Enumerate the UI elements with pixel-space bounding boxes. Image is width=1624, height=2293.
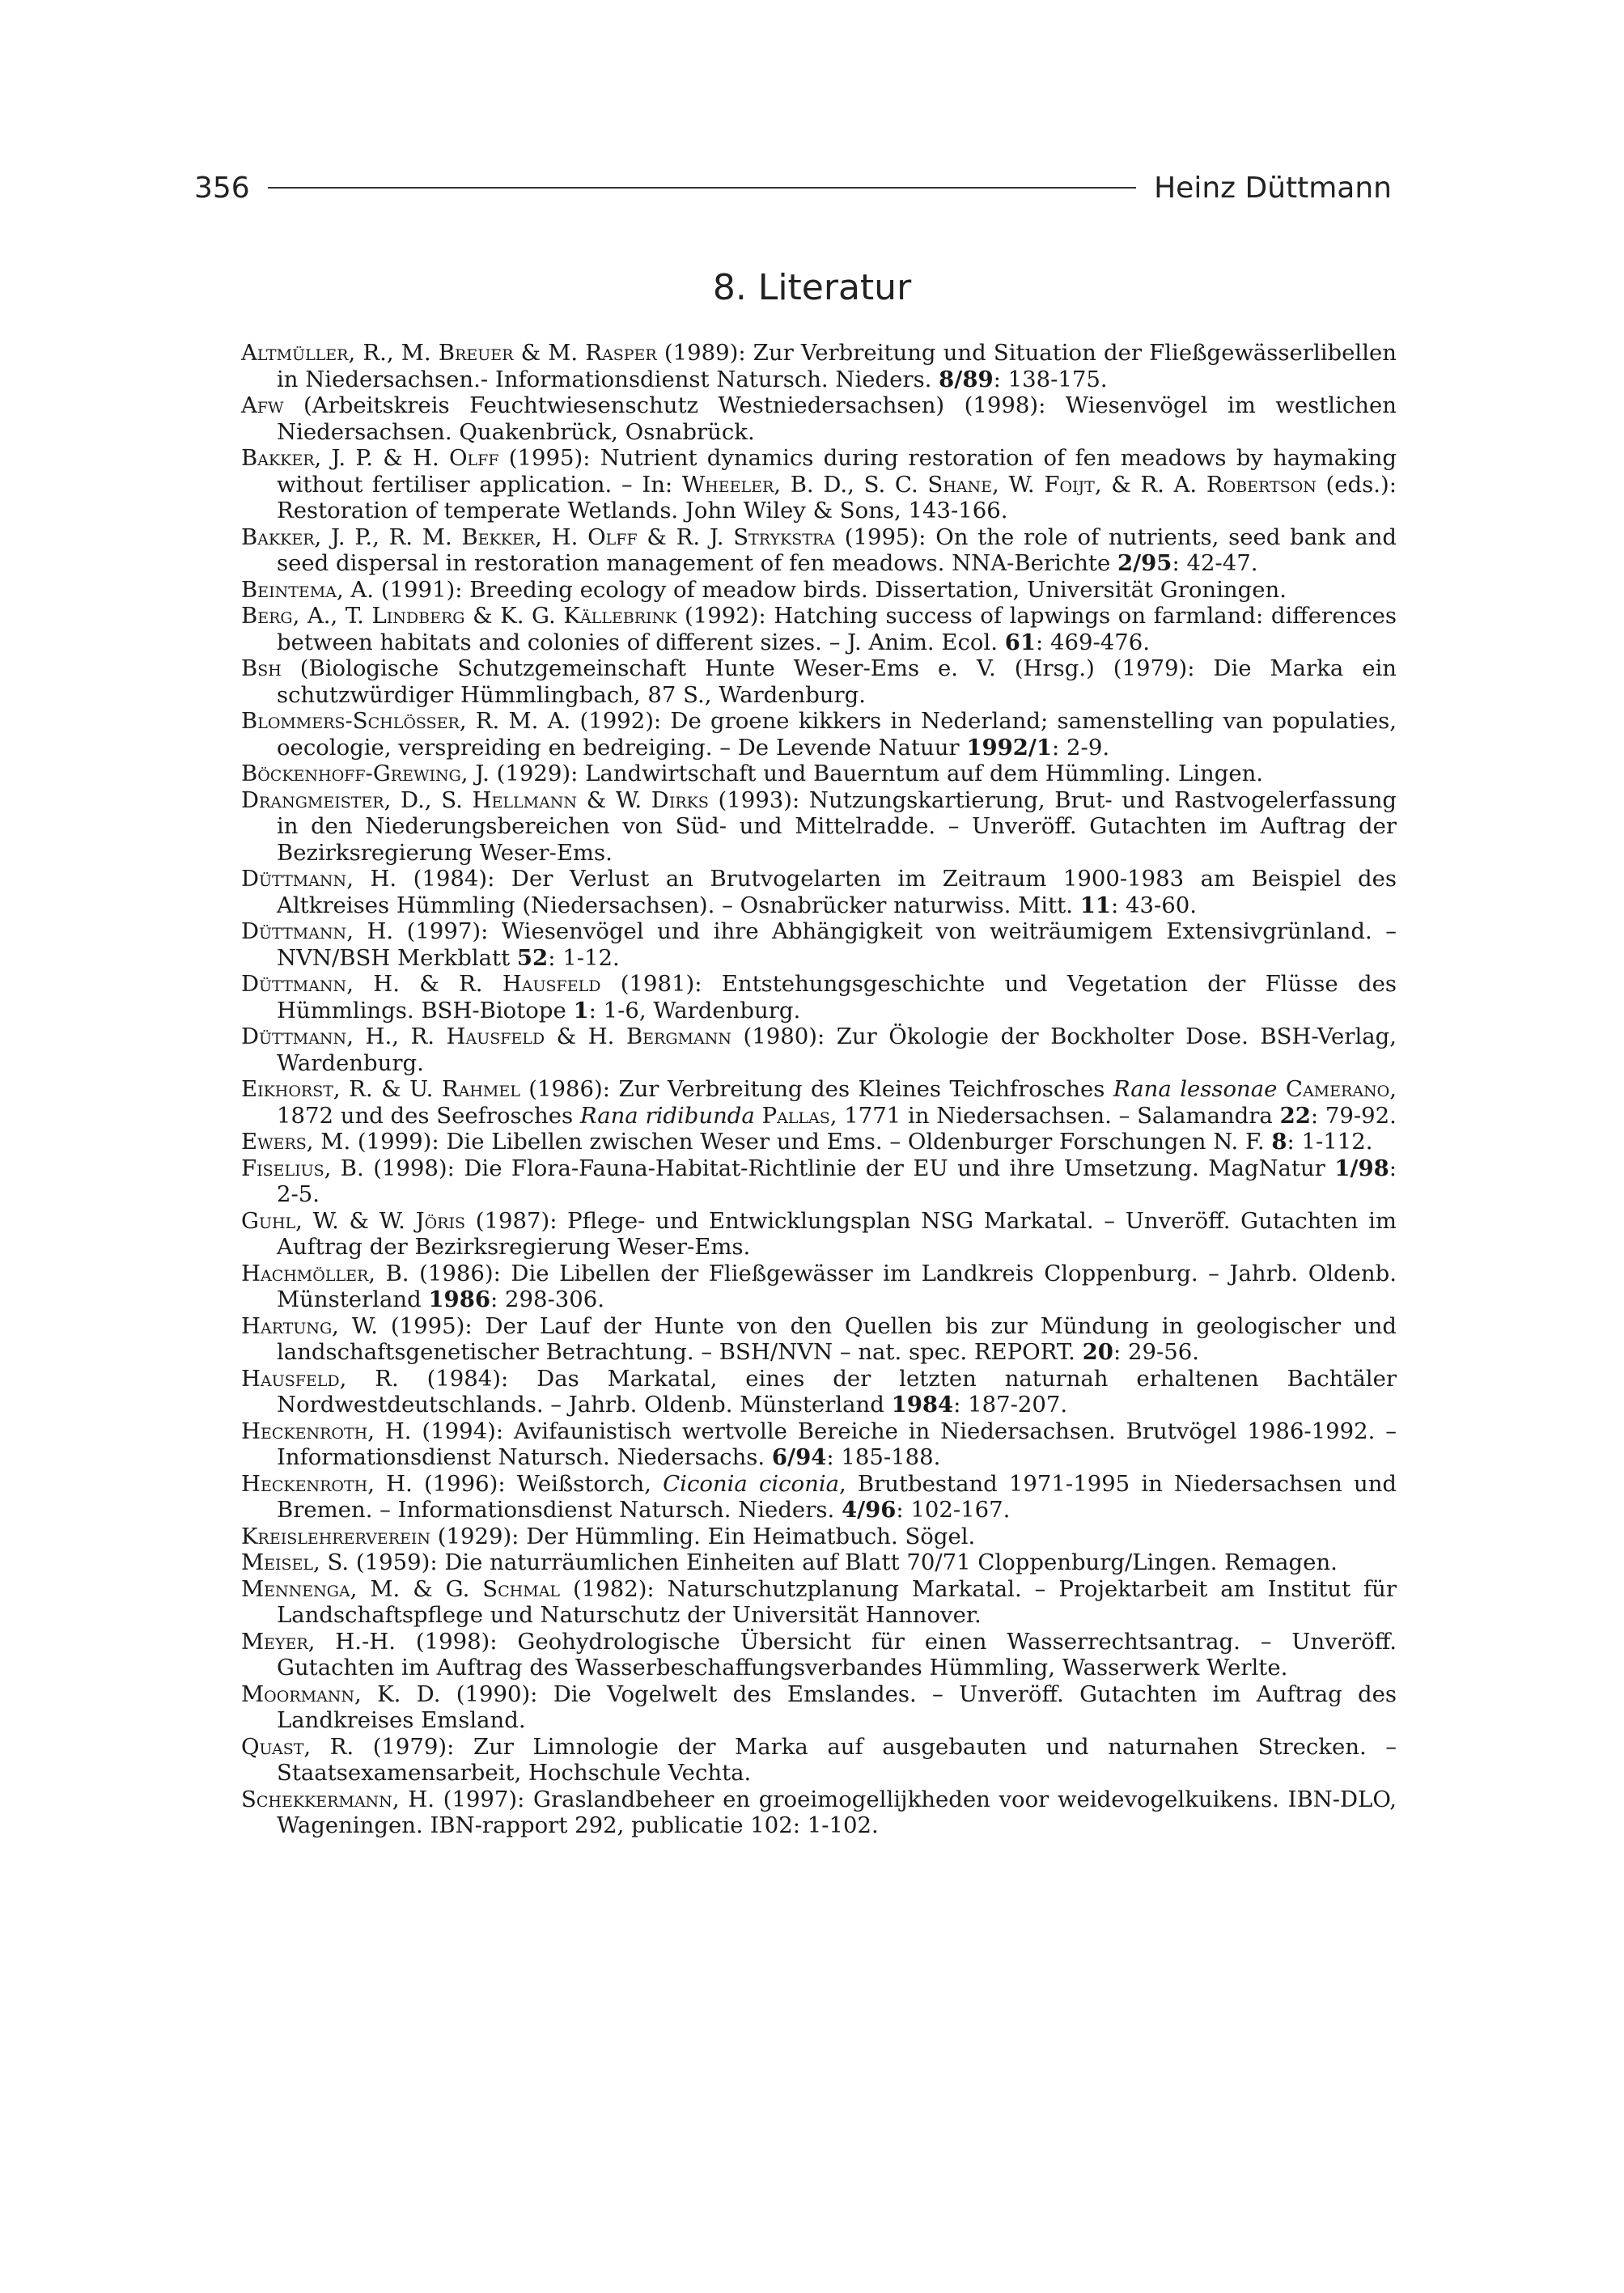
reference-entry: Meyer, H.-H. (1998): Geohydrologische Übersicht für einen Wasserrechtsantrag. – Unveröff. Gutachten im Auftrag des Wasserbeschaffungsverbandes Hümmling, Wasserwerk Werlte. — [241, 1628, 1397, 1681]
running-header — [194, 167, 1392, 208]
reference-entry: Bakker, J. P. & H. Olff (1995): Nutrient dynamics during restoration of fen meadows by haymaking without fertiliser application. – In: Wheeler, B. D., S. C. Shane, W. Foijt, & R. A. Robertson (eds.): Restoration of temperate Wetlands. John Wiley & Sons, 143-166. — [241, 445, 1397, 523]
reference-entry: Eikhorst, R. & U. Rahmel (1986): Zur Verbreitung des Kleines Teichfrosches Rana lessonae Camerano, 1872 und des Seefrosches Rana ridibunda Pallas, 1771 in Niedersachsen. – Salamandra 22: 79-92. — [241, 1076, 1397, 1129]
reference-entry: Mennenga, M. & G. Schmal (1982): Naturschutzplanung Markatal. – Projektarbeit am Institut für Landschaftspflege und Naturschutz der Universität Hannover. — [241, 1575, 1397, 1628]
reference-entry: Altmüller, R., M. Breuer & M. Rasper (1989): Zur Verbreitung und Situation der Fließgewässerlibellen in Niedersachsen.- Informationsdienst Natursch. Nieders. 8/89: 138-175. — [241, 340, 1397, 392]
reference-list — [241, 340, 1397, 1839]
section-title: 8. Literatur — [712, 267, 912, 308]
page-number: 356 — [194, 171, 250, 205]
reference-entry: Meisel, S. (1959): Die naturräumlichen Einheiten auf Blatt 70/71 Cloppenburg/Lingen. Remagen. — [241, 1549, 1338, 1575]
reference-entry: Berg, A., T. Lindberg & K. G. Källebrink (1992): Hatching success of lapwings on farmland: differences between habitats and colonies of different sizes. – J. Anim. Ecol. 61: 469-476. — [241, 603, 1397, 655]
reference-entry: Heckenroth, H. (1996): Weißstorch, Ciconia ciconia, Brutbestand 1971-1995 in Niedersachsen und Bremen. – Informationsdienst Natursch. Nieders. 4/96: 102-167. — [241, 1470, 1397, 1523]
reference-entry: Böckenhoff-Grewing, J. (1929): Landwirtschaft und Bauerntum auf dem Hümmling. Lingen. — [241, 761, 1264, 786]
reference-entry: Schekkermann, H. (1997): Graslandbeheer en groeimogellijkheden voor weidevogelkuikens. IBN-DLO, Wageningen. IBN-rapport 292, publicatie 102: 1-102. — [241, 1786, 1397, 1838]
reference-entry: Afw (Arbeitskreis Feuchtwiesenschutz Westniedersachsen) (1998): Wiesenvögel im westlichen Niedersachsen. Quakenbrück, Osnabrück. — [241, 392, 1397, 445]
reference-entry: Düttmann, H. & R. Hausfeld (1981): Entstehungsgeschichte und Vegetation der Flüsse des Hümmlings. BSH-Biotope 1: 1-6, Wardenburg. — [241, 971, 1397, 1024]
reference-entry: Beintema, A. (1991): Breeding ecology of meadow birds. Dissertation, Universität Groningen. — [241, 576, 1287, 603]
reference-entry: Bsh (Biologische Schutzgemeinschaft Hunte Weser-Ems e. V. (Hrsg.) (1979): Die Marka ein schutzwürdiger Hümmlingbach, 87 S., Wardenburg. — [241, 655, 1397, 708]
reference-entry: Quast, R. (1979): Zur Limnologie der Marka auf ausgebauten und naturnahen Strecken. – Staatsexamensarbeit, Hochschule Vechta. — [241, 1733, 1397, 1786]
reference-entry: Bakker, J. P., R. M. Bekker, H. Olff & R. J. Strykstra (1995): On the role of nutrients, seed bank and seed dispersal in restoration management of fen meadows. NNA-Berichte 2/95: 42-47. — [241, 523, 1397, 576]
header-rule — [268, 187, 1136, 189]
reference-entry: Düttmann, H., R. Hausfeld & H. Bergmann (1980): Zur Ökologie der Bockholter Dose. BSH-Verlag, Wardenburg. — [241, 1024, 1397, 1076]
reference-entry: Hachmöller, B. (1986): Die Libellen der Fließgewässer im Landkreis Cloppenburg. – Jahrb. Oldenb. Münsterland 1986: 298-306. — [241, 1260, 1397, 1312]
reference-entry: Hartung, W. (1995): Der Lauf der Hunte von den Quellen bis zur Mündung in geologischer und landschaftsgenetischer Betrachtung. – BSH/NVN – nat. spec. REPORT. 20: 29-56. — [241, 1312, 1397, 1365]
reference-entry: Düttmann, H. (1997): Wiesenvögel und ihre Abhängigkeit von weiträumigem Extensivgrünland. – NVN/BSH Merkblatt 52: 1-12. — [241, 918, 1397, 971]
reference-entry: Drangmeister, D., S. Hellmann & W. Dirks (1993): Nutzungskartierung, Brut- und Rastvogelerfassung in den Niederungsbereichen von Süd- und Mittelradde. – Unveröff. Gutachten im Auftrag der Bezirksregierung Weser-Ems. — [241, 786, 1397, 866]
reference-entry: Heckenroth, H. (1994): Avifaunistisch wertvolle Bereiche in Niedersachsen. Brutvögel 1986-1992. – Informationsdienst Natursch. Niedersachs. 6/94: 185-188. — [241, 1418, 1397, 1470]
reference-entry: Blommers-Schlösser, R. M. A. (1992): De groene kikkers in Nederland; samenstelling van populaties, oecologie, verspreiding en bedreiging. – De Levende Natuur 1992/1: 2-9. — [241, 708, 1397, 761]
reference-entry: Kreislehrerverein (1929): Der Hümmling. Ein Heimatbuch. Sögel. — [241, 1523, 976, 1549]
reference-entry: Fiselius, B. (1998): Die Flora-Fauna-Habitat-Richtlinie der EU und ihre Umsetzung. MagNatur 1/98: 2-5. — [241, 1155, 1397, 1207]
reference-entry: Guhl, W. & W. Jöris (1987): Pflege- und Entwicklungsplan NSG Markatal. – Unveröff. Gutachten im Auftrag der Bezirksregierung Weser-Ems. — [241, 1207, 1397, 1260]
reference-entry: Düttmann, H. (1984): Der Verlust an Brutvogelarten im Zeitraum 1900-1983 am Beispiel des Altkreises Hümmling (Niedersachsen). – Osnabrücker naturwiss. Mitt. 11: 43-60. — [241, 866, 1397, 918]
reference-entry: Hausfeld, R. (1984): Das Markatal, eines der letzten naturnah erhaltenen Bachtäler Nordwestdeutschlands. – Jahrb. Oldenb. Münsterland 1984: 187-207. — [241, 1365, 1397, 1418]
running-author: Heinz Düttmann — [1154, 171, 1392, 205]
reference-entry: Moormann, K. D. (1990): Die Vogelwelt des Emslandes. – Unveröff. Gutachten im Auftrag des Landkreises Emsland. — [241, 1681, 1397, 1733]
reference-entry: Ewers, M. (1999): Die Libellen zwischen Weser und Ems. – Oldenburger Forschungen N. F. 8: 1-112. — [241, 1129, 1373, 1155]
